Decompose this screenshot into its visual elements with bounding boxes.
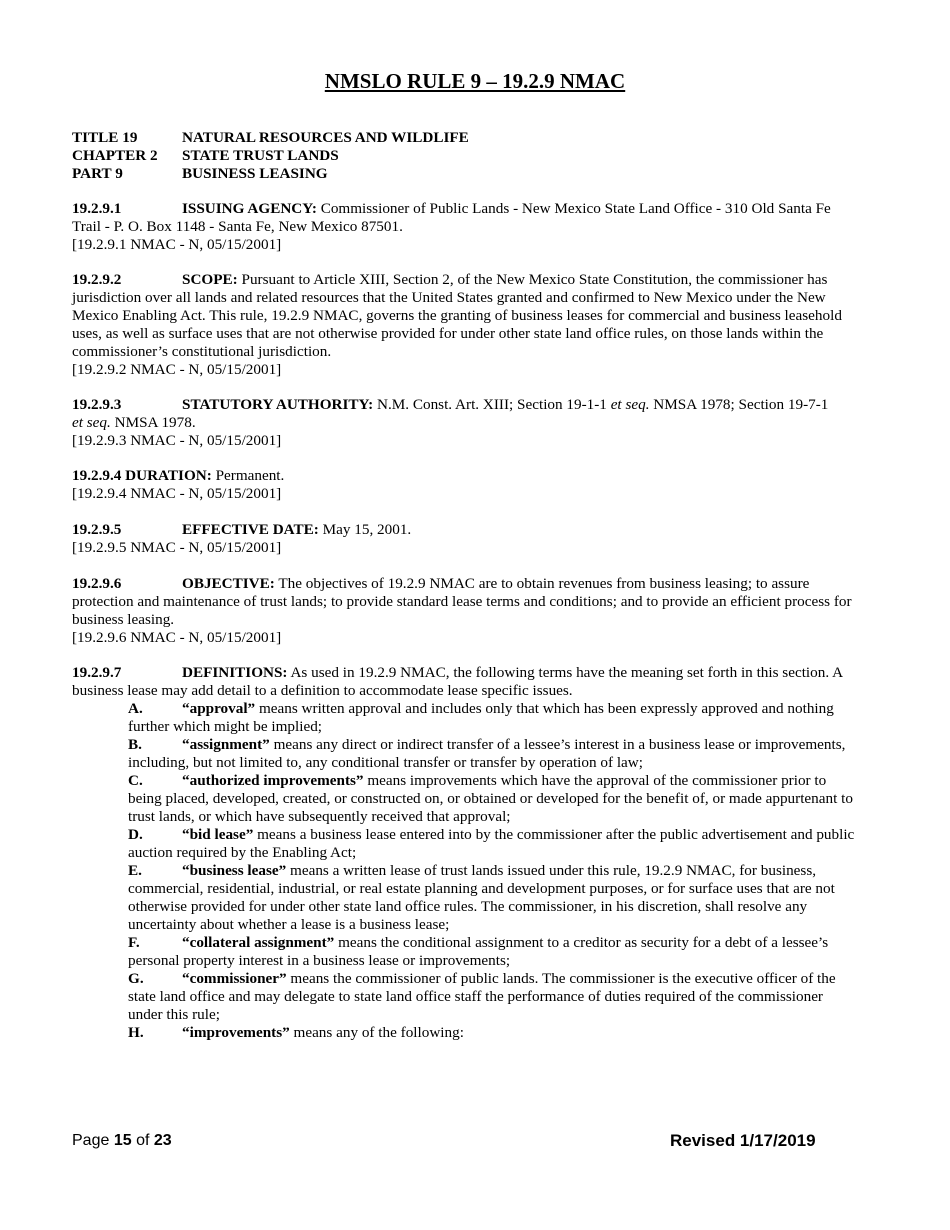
section-heading: STATUTORY AUTHORITY:: [182, 396, 374, 413]
definition-term: “assignment”: [182, 736, 270, 753]
revised-date: Revised 1/17/2019: [670, 1131, 816, 1150]
section-issuing-agency: [72, 200, 862, 254]
section-text: Pursuant to Article XIII, Section 2, of the New Mexico State Constitution, the commissioner has jurisdiction over all lands and related resources that the United States granted and confirmed to New Mexico under the New Mexico Enabling Act. This rule, 19.2.9 NMAC, governs the granting of business leases for commercial and business leasehold uses, as well as surface uses that are not otherwise provided for under other state land office rules, on those lands within the commissioner’s constitutional jurisdiction.: [72, 271, 842, 360]
section-objective: [72, 575, 862, 647]
header-key: CHAPTER 2: [72, 147, 158, 164]
header-value: NATURAL RESOURCES AND WILDLIFE: [182, 129, 469, 146]
section-number: 19.2.9.3: [72, 396, 122, 413]
header-part: [72, 165, 328, 183]
section-text: NMSA 1978.: [114, 414, 196, 431]
definition-term: “business lease”: [182, 862, 287, 879]
section-text: As used in 19.2.9 NMAC, the following terms have the meaning set forth in this section. A business lease may add detail to a definition to accommodate lease specific issues.: [72, 664, 843, 699]
section-effective-date: [72, 521, 862, 557]
section-number: 19.2.9.6: [72, 575, 122, 592]
definition-letter: D.: [128, 826, 143, 843]
section-number: 19.2.9.2: [72, 271, 122, 288]
section-citation: [19.2.9.3 NMAC - N, 05/15/2001]: [72, 432, 282, 449]
section-citation: [19.2.9.5 NMAC - N, 05/15/2001]: [72, 539, 282, 556]
definition-text: means any direct or indirect transfer of a lessee’s interest in a business lease or improvements, including, but not limited to, any conditional transfer or transfer by operation of law;: [128, 736, 846, 771]
section-text: NMSA 1978; Section 19-7-1: [653, 396, 829, 413]
definition-text: means the conditional assignment to a creditor as security for a debt of a lessee’s personal property interest in a business lease or improvements;: [128, 934, 829, 969]
et-seq: et seq.: [72, 414, 111, 431]
section-citation: [19.2.9.2 NMAC - N, 05/15/2001]: [72, 361, 282, 378]
section-scope: [72, 271, 862, 379]
section-text: N.M. Const. Art. XIII; Section 19-1-1: [376, 396, 607, 413]
section-duration: [72, 467, 862, 503]
definition-item: [128, 934, 858, 970]
section-citation: [19.2.9.6 NMAC - N, 05/15/2001]: [72, 629, 282, 646]
definition-term: “collateral assignment”: [182, 934, 335, 951]
section-heading: EFFECTIVE DATE:: [182, 521, 319, 538]
page-word: Page: [72, 1132, 110, 1149]
definition-term: “improvements”: [182, 1024, 290, 1041]
definition-letter: B.: [128, 736, 142, 753]
header-value: BUSINESS LEASING: [182, 165, 328, 182]
definitions-list: [128, 700, 858, 1042]
definition-term: “commissioner”: [182, 970, 287, 987]
section-text: Permanent.: [215, 467, 285, 484]
definition-letter: A.: [128, 700, 143, 717]
section-text: Commissioner of Public Lands - New Mexico State Land Office - 310 Old Santa Fe Trail - P. O. Box 1148 - Santa Fe, New Mexico 87501.: [72, 200, 831, 235]
header-key: TITLE 19: [72, 129, 138, 146]
definition-text: means a written lease of trust lands issued under this rule, 19.2.9 NMAC, for business, commercial, residential, industrial, or real estate planning and development purposes, or for surface uses that are not otherwise provided for under other state land office rules. The commissioner, in his discretion, shall resolve any uncertainty about whether a lease is a business lease;: [128, 862, 835, 933]
page-number: 15: [113, 1132, 132, 1149]
et-seq: et seq.: [610, 396, 650, 413]
definition-item: [128, 862, 858, 934]
section-statutory-authority: [72, 396, 862, 450]
header-value: STATE TRUST LANDS: [182, 147, 339, 164]
definition-text: means any of the following:: [293, 1024, 464, 1041]
section-definitions: [72, 664, 862, 700]
section-heading: OBJECTIVE:: [182, 575, 275, 592]
page-counter: [72, 1131, 172, 1151]
section-citation: [19.2.9.1 NMAC - N, 05/15/2001]: [72, 236, 282, 253]
section-number: 19.2.9.5: [72, 521, 122, 538]
definition-term: “bid lease”: [182, 826, 254, 843]
definition-term: “authorized improvements”: [182, 772, 364, 789]
section-citation: [19.2.9.4 NMAC - N, 05/15/2001]: [72, 485, 282, 502]
page-total: 23: [153, 1132, 172, 1149]
section-text: The objectives of 19.2.9 NMAC are to obtain revenues from business leasing; to assure protection and maintenance of trust lands; to provide standard lease terms and conditions; and to provide an efficient process for business leasing.: [72, 575, 852, 628]
definition-text: means improvements which have the approval of the commissioner prior to being placed, developed, created, or constructed on, or obtained or developed for the benefit of, or made appurtenant to trust lands, or which have subsequently received that approval;: [128, 772, 853, 825]
definition-item: [128, 700, 858, 736]
definition-item: [128, 772, 858, 826]
section-heading: ISSUING AGENCY:: [182, 200, 317, 217]
page-title: NMSLO RULE 9 – 19.2.9 NMAC: [324, 69, 626, 93]
section-heading: SCOPE:: [182, 271, 238, 288]
definition-text: means written approval and includes only that which has been expressly approved and nothing further which might be implied;: [128, 700, 834, 735]
section-number: 19.2.9.1: [72, 200, 122, 217]
definition-item: [128, 826, 858, 862]
definition-text: means a business lease entered into by the commissioner after the public advertisement and public auction required by the Enabling Act;: [128, 826, 855, 861]
definition-term: “approval”: [182, 700, 256, 717]
definition-letter: F.: [128, 934, 140, 951]
definition-letter: G.: [128, 970, 144, 987]
of-word: of: [136, 1132, 150, 1149]
definition-letter: H.: [128, 1024, 144, 1041]
definition-letter: E.: [128, 862, 142, 879]
section-number: 19.2.9.7: [72, 664, 122, 681]
section-heading: 19.2.9.4 DURATION:: [72, 467, 212, 484]
definition-item: [128, 736, 858, 772]
header-title: [72, 129, 469, 147]
definition-text: means the commissioner of public lands. The commissioner is the executive officer of the state land office and may delegate to state land office staff the performance of duties required of the commissioner under this rule;: [128, 970, 836, 1023]
section-heading: DEFINITIONS:: [182, 664, 288, 681]
header-chapter: [72, 147, 339, 165]
section-text: May 15, 2001.: [322, 521, 412, 538]
definition-item: [128, 970, 858, 1024]
definition-item: [128, 1024, 858, 1042]
definition-letter: C.: [128, 772, 143, 789]
header-key: PART 9: [72, 165, 123, 182]
